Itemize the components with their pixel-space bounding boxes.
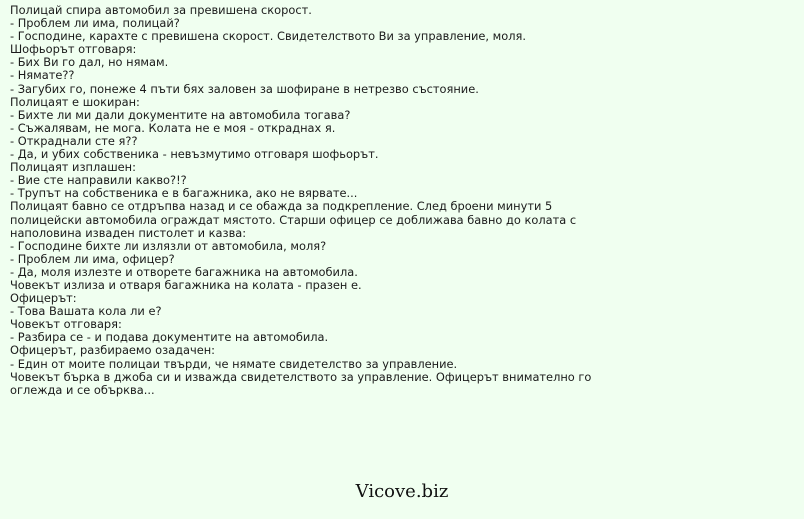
joke-line: Полицай спира автомобил за превишена скорост. [10,3,312,17]
joke-line: - Да, моля излезте и отворете багажника на автомобила. [10,264,358,279]
joke-line: - Това Вашата кола ли е? [10,304,162,319]
joke-line: Офицерът, разбираемо озадачен: [10,343,216,358]
joke-line: - Вие сте направили какво?!? [10,173,187,188]
joke-line: наполовина изваден пистолет и казва: [10,225,247,240]
joke-line: - Бих Ви го дал, но нямам. [10,55,169,70]
joke-line: Полицаят е шокиран: [10,94,140,109]
joke-line: Офицерът: [10,291,77,306]
joke-line: - Бихте ли ми дали документите на автомобила тогава? [10,107,351,122]
joke-line: - Трупът на собственика е в багажника, ако не вярвате... [10,186,358,201]
joke-line: - Господине бихте ли излязли от автомобила, моля? [10,238,327,253]
joke-line: Човекът бърка в джоба си и изважда свидетелството за управление. Офицерът внимателно го [10,369,592,384]
joke-line: - Проблем ли има, полицай? [10,16,180,31]
joke-line: - Проблем ли има, офицер? [10,251,175,266]
joke-line: Полицаят изплашен: [10,160,136,175]
joke-line: - Съжалявам, не мога. Колата не е моя - откраднах я. [10,120,336,135]
joke-line: Човекът отговаря: [10,317,122,332]
joke-line: Шофьорът отговаря: [10,42,137,57]
joke-line: - Разбира се - и подава документите на автомобила. [10,330,329,345]
joke-line: - Откраднали сте я?? [10,133,138,148]
joke-line: - Да, и убих собственика - невъзмутимо отговаря шофьорът. [10,147,379,162]
joke-line: - Загубих го, понеже 4 пъти бях заловен за шофиране в нетрезво състояние. [10,81,479,96]
site-watermark: Vicove.biz [355,481,449,502]
joke-text [10,4,796,397]
joke-line: - Господине, карахте с превишена скорост. Свидетелството Ви за управление, моля. [10,29,526,44]
joke-line: - Един от моите полицаи твърди, че нямате свидетелство за управление. [10,356,458,371]
joke-line: полицейски автомобила ограждат мястото. Старши офицер се доближава бавно до колата с [10,212,577,227]
joke-line: - Нямате?? [10,68,75,83]
joke-line: Полицаят бавно се отдръпва назад и се обажда за подкрепление. След броени минути 5 [10,199,553,214]
joke-line: Човекът излиза и отваря багажника на колата - празен е. [10,277,362,292]
joke-line: оглежда и се обърква... [10,382,155,397]
